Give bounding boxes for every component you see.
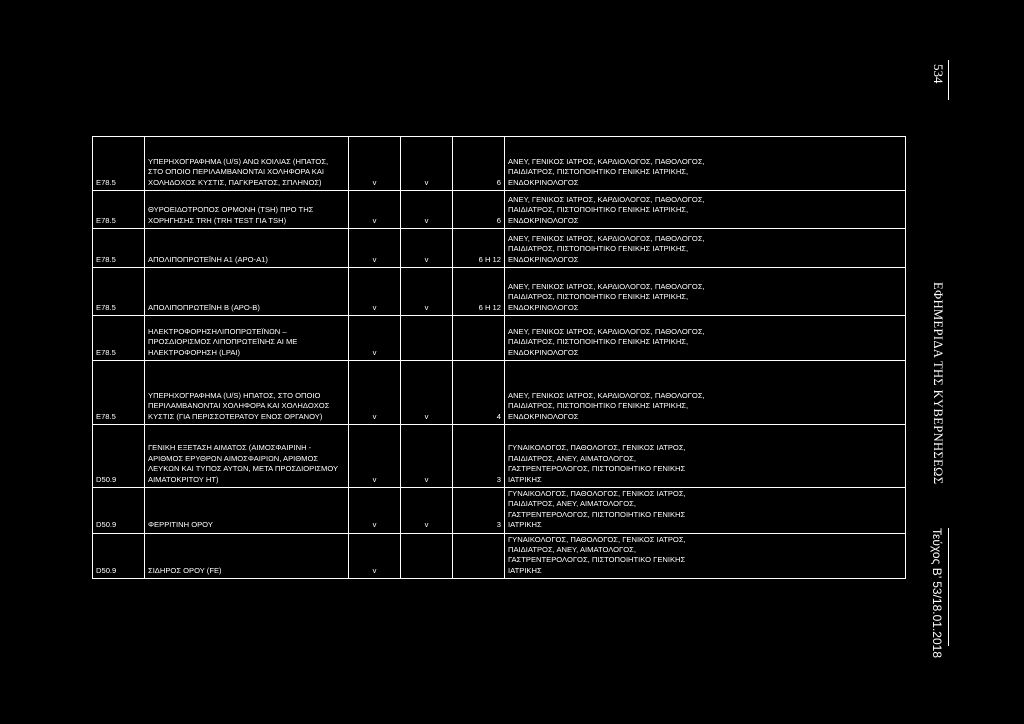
frequency: 4 <box>453 361 505 425</box>
specialties-text: ΑΝΕΥ, ΓΕΝΙΚΟΣ ΙΑΤΡΟΣ, ΚΑΡΔΙΟΛΟΓΟΣ, ΠΑΘΟΛΟΓΟΣ, ΠΑΙΔΙΑΤΡΟΣ, ΠΙΣΤΟΠΟΙΗΤΙΚΟ ΓΕΝΙΚΗΣ ΙΑΤΡΙΚΗΣ, ΕΝΔΟΚΡΙΝΟΛΟΓΟΣ <box>508 156 705 187</box>
frequency <box>453 533 505 579</box>
exam-description: ΥΠΕΡΗΧΟΓΡΑΦΗΜΑ (U/S) ΑΝΩ ΚΟΙΛΙΑΣ (ΗΠΑΤΟΣ, ΣΤΟ ΟΠΟΙΟ ΠΕΡΙΛΑΜΒΑΝΟΝΤΑΙ ΧΟΛΗΦΟΡΑ ΚΑΙ ΧΟΛΗΔΟΧΟΣ ΚΥΣΤΙΣ, ΠΑΓΚΡΕΑΤΟΣ, ΣΠΛΗΝΟΣ) <box>145 137 349 191</box>
icd-code: E78.5 <box>93 268 145 316</box>
exam-description: ΑΠΟΛΙΠΟΠΡΩΤΕΪΝΗ Α1 (ΑΡΟ-Α1) <box>145 229 349 268</box>
frequency: 6 <box>453 137 505 191</box>
exam-description: ΦΕΡΡΙΤΙΝΗ ΟΡΟΥ <box>145 488 349 534</box>
frequency: 6 <box>453 191 505 229</box>
frequency: 3 <box>453 488 505 534</box>
page-number: 534 <box>931 64 946 84</box>
check-mark: v <box>401 137 453 191</box>
specialties <box>505 361 906 425</box>
specialties-text: ΑΝΕΥ, ΓΕΝΙΚΟΣ ΙΑΤΡΟΣ, ΚΑΡΔΙΟΛΟΓΟΣ, ΠΑΘΟΛΟΓΟΣ, ΠΑΙΔΙΑΤΡΟΣ, ΠΙΣΤΟΠΟΙΗΤΙΚΟ ΓΕΝΙΚΗΣ ΙΑΤΡΙΚΗΣ, ΕΝΔΟΚΡΙΝΟΛΟΓΟΣ <box>508 390 705 421</box>
check-mark: v <box>401 229 453 268</box>
exam-description: ΘΥΡΟΕΙΔΟΤΡΟΠΟΣ ΟΡΜΟΝΗ (TSH) ΠΡΟ ΤΗΣ ΧΟΡΗΓΗΣΗΣ TRH (TRH TEST ΓΙΑ TSH) <box>145 191 349 229</box>
table-row <box>93 533 906 579</box>
check-mark: v <box>349 425 401 488</box>
issue-rule <box>948 528 949 646</box>
icd-code: D50.9 <box>93 488 145 534</box>
specialties <box>505 229 906 268</box>
check-mark: v <box>349 488 401 534</box>
exam-description: ΗΛΕΚΤΡΟΦΟΡΗΣΗΛΙΠΟΠΡΩΤΕΪΝΩΝ – ΠΡΟΣΔΙΟΡΙΣΜΟΣ ΛΙΠΟΠΡΩΤΕΪΝΗΣ ΑΙ ΜΕ ΗΛΕΚΤΡΟΦΟΡΗΣΗ (LPAI) <box>145 316 349 361</box>
specialties-text: ΑΝΕΥ, ΓΕΝΙΚΟΣ ΙΑΤΡΟΣ, ΚΑΡΔΙΟΛΟΓΟΣ, ΠΑΘΟΛΟΓΟΣ, ΠΑΙΔΙΑΤΡΟΣ, ΠΙΣΤΟΠΟΙΗΤΙΚΟ ΓΕΝΙΚΗΣ ΙΑΤΡΙΚΗΣ, ΕΝΔΟΚΡΙΝΟΛΟΓΟΣ <box>508 194 705 225</box>
icd-code: E78.5 <box>93 137 145 191</box>
icd-code: E78.5 <box>93 316 145 361</box>
specialties <box>505 268 906 316</box>
exam-description: ΥΠΕΡΗΧΟΓΡΑΦΗΜΑ (U/S) ΗΠΑΤΟΣ, ΣΤΟ ΟΠΟΙΟ ΠΕΡΙΛΑΜΒΑΝΟΝΤΑΙ ΧΟΛΗΦΟΡΑ ΚΑΙ ΧΟΛΗΔΟΧΟΣ ΚΥΣΤΙΣ (ΓΙΑ ΠΕΡΙΣΣΟΤΕΡΑΤΟΥ ΕΝΟΣ ΟΡΓΑΝΟΥ) <box>145 361 349 425</box>
exam-description: ΣΙΔΗΡΟΣ ΟΡΟΥ (FE) <box>145 533 349 579</box>
check-mark <box>401 316 453 361</box>
check-mark: v <box>401 361 453 425</box>
check-mark: v <box>349 316 401 361</box>
frequency: 6 Η 12 <box>453 268 505 316</box>
icd-code: E78.5 <box>93 191 145 229</box>
specialties <box>505 137 906 191</box>
specialties <box>505 425 906 488</box>
check-mark: v <box>349 533 401 579</box>
table-row <box>93 425 906 488</box>
check-mark: v <box>349 229 401 268</box>
specialties-text: ΑΝΕΥ, ΓΕΝΙΚΟΣ ΙΑΤΡΟΣ, ΚΑΡΔΙΟΛΟΓΟΣ, ΠΑΘΟΛΟΓΟΣ, ΠΑΙΔΙΑΤΡΟΣ, ΠΙΣΤΟΠΟΙΗΤΙΚΟ ΓΕΝΙΚΗΣ ΙΑΤΡΙΚΗΣ, ΕΝΔΟΚΡΙΝΟΛΟΓΟΣ <box>508 326 705 357</box>
specialties-text: ΓΥΝΑΙΚΟΛΟΓΟΣ, ΠΑΘΟΛΟΓΟΣ, ΓΕΝΙΚΟΣ ΙΑΤΡΟΣ, ΠΑΙΔΙΑΤΡΟΣ, ΑΝΕΥ, ΑΙΜΑΤΟΛΟΓΟΣ, ΓΑΣΤΡΕΝΤΕΡΟΛΟΓΟΣ, ΠΙΣΤΟΠΟΙΗΤΙΚΟ ΓΕΝΙΚΗΣ ΙΑΤΡΙΚΗΣ <box>508 443 686 484</box>
icd-code: E78.5 <box>93 229 145 268</box>
frequency <box>453 316 505 361</box>
table-row <box>93 316 906 361</box>
frequency: 3 <box>453 425 505 488</box>
specialties-text: ΓΥΝΑΙΚΟΛΟΓΟΣ, ΠΑΘΟΛΟΓΟΣ, ΓΕΝΙΚΟΣ ΙΑΤΡΟΣ, ΠΑΙΔΙΑΤΡΟΣ, ΑΝΕΥ, ΑΙΜΑΤΟΛΟΓΟΣ, ΓΑΣΤΡΕΝΤΕΡΟΛΟΓΟΣ, ΠΙΣΤΟΠΟΙΗΤΙΚΟ ΓΕΝΙΚΗΣ ΙΑΤΡΙΚΗΣ <box>508 534 686 575</box>
check-mark: v <box>401 488 453 534</box>
check-mark: v <box>401 425 453 488</box>
gazette-title: ΕΦΗΜΕΡΙΔΑ ΤΗΣ ΚΥΒΕΡΝΗΣΕΩΣ <box>931 282 945 485</box>
table-row <box>93 191 906 229</box>
table-row <box>93 229 906 268</box>
check-mark: v <box>401 268 453 316</box>
check-mark: v <box>401 191 453 229</box>
exam-description: ΓΕΝΙΚΗ ΕΞΕΤΑΣΗ ΑΙΜΑΤΟΣ (ΑΙΜΟΣΦΑΙΡΙΝΗ - ΑΡΙΘΜΟΣ ΕΡΥΘΡΩΝ ΑΙΜΟΣΦΑΙΡΙΩΝ, ΑΡΙΘΜΟΣ ΛΕΥΚΩΝ ΚΑΙ ΤΥΠΟΣ ΑΥΤΩΝ, ΜΕΤΑ ΠΡΟΣΔΙΟΡΙΣΜΟΥ ΑΙΜΑΤΟΚΡΙΤΟΥ ΗΤ) <box>145 425 349 488</box>
icd-code: D50.9 <box>93 533 145 579</box>
header-rule <box>948 60 949 100</box>
table-row <box>93 268 906 316</box>
check-mark: v <box>349 361 401 425</box>
frequency: 6 Η 12 <box>453 229 505 268</box>
specialties <box>505 316 906 361</box>
specialties-text: ΑΝΕΥ, ΓΕΝΙΚΟΣ ΙΑΤΡΟΣ, ΚΑΡΔΙΟΛΟΓΟΣ, ΠΑΘΟΛΟΓΟΣ, ΠΑΙΔΙΑΤΡΟΣ, ΠΙΣΤΟΠΟΙΗΤΙΚΟ ΓΕΝΙΚΗΣ ΙΑΤΡΙΚΗΣ, ΕΝΔΟΚΡΙΝΟΛΟΓΟΣ <box>508 281 705 312</box>
exam-description: ΑΠΟΛΙΠΟΠΡΩΤΕΪΝΗ Β (ΑΡΟ-Β) <box>145 268 349 316</box>
specialties <box>505 488 906 534</box>
specialties-text: ΑΝΕΥ, ΓΕΝΙΚΟΣ ΙΑΤΡΟΣ, ΚΑΡΔΙΟΛΟΓΟΣ, ΠΑΘΟΛΟΓΟΣ, ΠΑΙΔΙΑΤΡΟΣ, ΠΙΣΤΟΠΟΙΗΤΙΚΟ ΓΕΝΙΚΗΣ ΙΑΤΡΙΚΗΣ, ΕΝΔΟΚΡΙΝΟΛΟΓΟΣ <box>508 233 705 264</box>
table-row <box>93 488 906 534</box>
check-mark: v <box>349 191 401 229</box>
icd-code: D50.9 <box>93 425 145 488</box>
check-mark: v <box>349 137 401 191</box>
specialties <box>505 191 906 229</box>
check-mark: v <box>349 268 401 316</box>
table-row <box>93 361 906 425</box>
check-mark <box>401 533 453 579</box>
specialties <box>505 533 906 579</box>
icd-code: E78.5 <box>93 361 145 425</box>
table-row <box>93 137 906 191</box>
exam-table <box>92 136 906 579</box>
issue-label: Τεύχος Β’ 53/18.01.2018 <box>930 528 944 658</box>
specialties-text: ΓΥΝΑΙΚΟΛΟΓΟΣ, ΠΑΘΟΛΟΓΟΣ, ΓΕΝΙΚΟΣ ΙΑΤΡΟΣ, ΠΑΙΔΙΑΤΡΟΣ, ΑΝΕΥ, ΑΙΜΑΤΟΛΟΓΟΣ, ΓΑΣΤΡΕΝΤΕΡΟΛΟΓΟΣ, ΠΙΣΤΟΠΟΙΗΤΙΚΟ ΓΕΝΙΚΗΣ ΙΑΤΡΙΚΗΣ <box>508 489 686 530</box>
